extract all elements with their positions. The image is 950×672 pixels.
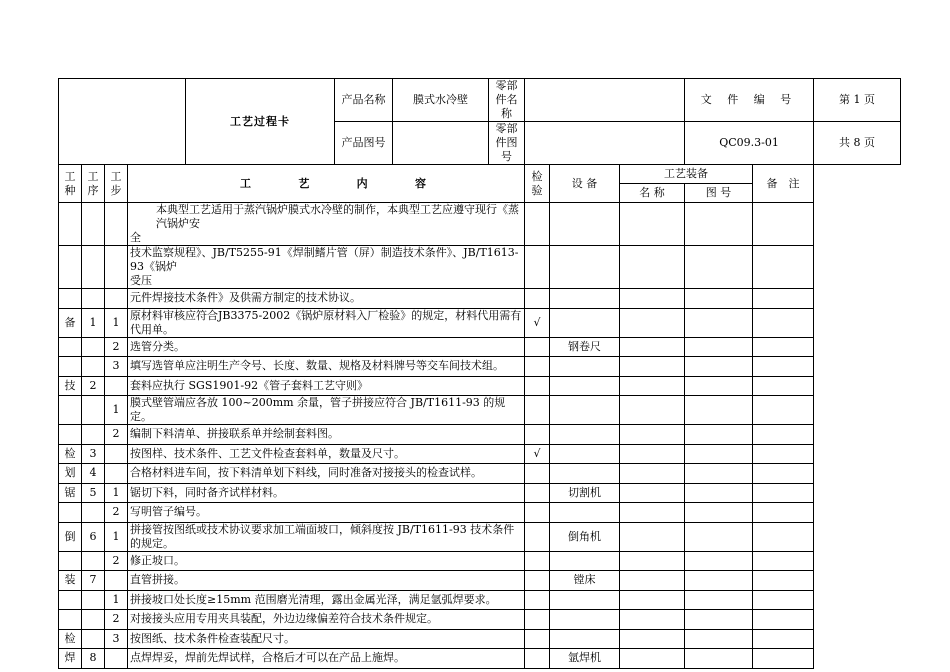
cell-seq [82,357,105,377]
col-type-top: 工 [64,169,76,183]
cell-inspect: √ [525,444,550,464]
cell-seq: 1 [82,308,105,337]
process-card-table [58,78,901,669]
cell-step: 3 [105,629,128,649]
cell-equipment: 切割机 [550,483,620,503]
cell-step [105,246,128,289]
cell-content: 修正坡口。 [128,551,525,571]
cell-equipment: 倒角机 [550,522,620,551]
cell-type [59,246,82,289]
col-inspect-bottom: 验 [531,183,543,197]
col-tooling-header: 工艺装备 [620,165,753,184]
cell-inspect [525,376,550,396]
col-content-header [128,165,525,203]
intro-row [59,203,901,246]
cell-step: 2 [105,503,128,523]
intro-line: 本典型工艺适用于蒸汽锅炉膜式水冷壁的制作，本典型工艺应遵守现行《蒸汽锅炉安 [156,203,519,230]
table-row [59,590,901,610]
cell-step: 1 [105,590,128,610]
cell-tool-name [620,444,685,464]
cell-remarks [753,425,814,445]
cell-equipment [550,357,620,377]
cell-inspect [525,464,550,484]
intro-line-wrap: 全 [130,231,141,244]
cell-seq [82,246,105,289]
cell-type: 技 [59,376,82,396]
cell-remarks [753,246,814,289]
table-row [59,425,901,445]
table-row [59,376,901,396]
cell-step: 3 [105,357,128,377]
cell-tool-drawing [685,571,753,591]
cell-step: 1 [105,522,128,551]
cell-tool-name [620,483,685,503]
cell-remarks [753,289,814,309]
cell-step [105,571,128,591]
cell-remarks [753,337,814,357]
cell-content: 填写选管单应注明生产令号、长度、数量、规格及材料牌号等交车间技术组。 [128,357,525,377]
cell-tool-drawing [685,246,753,289]
cell-equipment [550,203,620,246]
table-row [59,308,901,337]
cell-content: 拼接坡口处长度≥15mm 范围磨光清理，露出金属光泽，满足氩弧焊要求。 [128,590,525,610]
cell-tool-name [620,629,685,649]
cell-content: 拼接管按图纸或技术协议要求加工端面坡口，倾斜度按 JB/T1611-93 技术条件的规定。 [128,522,525,551]
part-name-label: 零部件名称 [489,79,525,122]
header-blank-left [59,79,186,165]
cell-equipment [550,308,620,337]
table-row [59,610,901,630]
col-seq-bottom: 序 [87,183,99,197]
table-row [59,357,901,377]
cell-inspect [525,649,550,669]
col-type-header [59,165,82,203]
cell-inspect [525,357,550,377]
page-number: 第 1 页 [814,79,901,122]
part-drawing-value [525,122,685,165]
cell-seq [82,425,105,445]
cell-tool-name [620,308,685,337]
cell-inspect [525,610,550,630]
total-pages: 共 8 页 [814,122,901,165]
table-row [59,444,901,464]
table-row [59,522,901,551]
cell-type: 划 [59,464,82,484]
cell-step: 1 [105,483,128,503]
cell-content: 对接接头应用专用夹具装配，外边边缘偏差符合技术条件规定。 [128,610,525,630]
cell-content: 锯切下料，同时备齐试样材料。 [128,483,525,503]
cell-tool-name [620,590,685,610]
cell-step: 2 [105,425,128,445]
cell-tool-name [620,357,685,377]
cell-tool-drawing [685,203,753,246]
cell-step: 1 [105,396,128,425]
cell-remarks [753,464,814,484]
cell-content: 编制下料清单、拼接联系单并绘制套料图。 [128,425,525,445]
cell-tool-name [620,289,685,309]
cell-type [59,289,82,309]
cell-content: 套料应执行 SGS1901-92《管子套料工艺守则》 [128,376,525,396]
part-drawing-label: 零部件图号 [489,122,525,165]
cell-equipment [550,464,620,484]
cell-tool-drawing [685,289,753,309]
cell-content: 合格材料进车间，按下料清单划下料线，同时准备对接接头的检查试样。 [128,464,525,484]
cell-seq: 7 [82,571,105,591]
cell-step [105,444,128,464]
cell-tool-name [620,522,685,551]
cell-equipment [550,610,620,630]
cell-seq [82,503,105,523]
content-title-char: 容 [414,176,426,190]
cell-equipment [550,376,620,396]
col-remarks-header: 备 注 [753,165,814,203]
cell-seq [82,289,105,309]
intro-text: 元件焊接技术条件》及供需方制定的技术协议。 [128,289,525,309]
cell-seq [82,203,105,246]
cell-remarks [753,396,814,425]
table-row [59,551,901,571]
cell-type: 备 [59,308,82,337]
cell-tool-name [620,571,685,591]
cell-step [105,289,128,309]
cell-remarks [753,649,814,669]
cell-remarks [753,483,814,503]
cell-inspect [525,203,550,246]
cell-seq: 6 [82,522,105,551]
cell-equipment: 钢卷尺 [550,337,620,357]
col-inspect-header [525,165,550,203]
cell-tool-drawing [685,610,753,630]
cell-type [59,610,82,630]
cell-type [59,551,82,571]
cell-inspect [525,337,550,357]
cell-seq [82,396,105,425]
cell-inspect [525,551,550,571]
cell-equipment [550,444,620,464]
col-seq-header [82,165,105,203]
cell-remarks [753,376,814,396]
cell-content: 点焊焊妥，焊前先焊试样，合格后才可以在产品上施焊。 [128,649,525,669]
cell-step [105,203,128,246]
cell-seq: 4 [82,464,105,484]
table-row [59,571,901,591]
cell-step: 2 [105,551,128,571]
cell-tool-name [620,396,685,425]
cell-remarks [753,308,814,337]
cell-seq: 5 [82,483,105,503]
cell-inspect [525,425,550,445]
cell-remarks [753,357,814,377]
cell-seq [82,629,105,649]
cell-equipment [550,590,620,610]
cell-inspect [525,503,550,523]
intro-row [59,289,901,309]
col-tooling-name: 名 称 [620,184,685,203]
cell-type [59,503,82,523]
cell-content: 按图样、技术条件、工艺文件检查套料单，数量及尺寸。 [128,444,525,464]
cell-equipment: 氩焊机 [550,649,620,669]
cell-inspect: √ [525,308,550,337]
cell-tool-drawing [685,308,753,337]
cell-equipment: 镗床 [550,571,620,591]
col-equipment-header: 设 备 [550,165,620,203]
cell-remarks [753,610,814,630]
cell-inspect [525,629,550,649]
intro-text [128,246,525,289]
col-step-top: 工 [110,169,122,183]
content-title-char: 内 [356,176,368,190]
cell-tool-drawing [685,483,753,503]
cell-tool-name [620,246,685,289]
cell-seq [82,590,105,610]
cell-inspect [525,396,550,425]
cell-seq: 3 [82,444,105,464]
cell-content: 原材料审核应符合JB3375-2002《锅炉原材料入厂检验》的规定，材料代用需有代用单。 [128,308,525,337]
cell-tool-drawing [685,444,753,464]
cell-type [59,337,82,357]
cell-content: 写明管子编号。 [128,503,525,523]
cell-tool-drawing [685,425,753,445]
cell-type: 焊 [59,649,82,669]
cell-tool-name [620,610,685,630]
cell-inspect [525,522,550,551]
cell-type [59,357,82,377]
cell-equipment [550,246,620,289]
cell-content: 按图纸、技术条件检查装配尺寸。 [128,629,525,649]
table-row [59,649,901,669]
cell-tool-name [620,425,685,445]
col-tooling-drawing: 图 号 [685,184,753,203]
cell-step: 1 [105,308,128,337]
col-step-bottom: 步 [110,183,122,197]
doc-number-label: 文 件 编 号 [685,79,814,122]
cell-step: 2 [105,337,128,357]
cell-inspect [525,571,550,591]
cell-tool-name [620,551,685,571]
part-name-value [525,79,685,122]
cell-content: 选管分类。 [128,337,525,357]
cell-inspect [525,483,550,503]
intro-line: 技术监察规程》、JB/T5255-91《焊制鳍片管（屏）制造技术条件》、JB/T1613-93《锅炉 [130,246,519,273]
cell-type [59,396,82,425]
cell-tool-drawing [685,376,753,396]
cell-equipment [550,289,620,309]
cell-equipment [550,551,620,571]
cell-equipment [550,425,620,445]
cell-step [105,649,128,669]
cell-equipment [550,503,620,523]
cell-inspect [525,246,550,289]
cell-content: 直管拼接。 [128,571,525,591]
cell-type [59,590,82,610]
intro-text [128,203,525,246]
cell-step [105,376,128,396]
intro-row [59,246,901,289]
cell-tool-name [620,337,685,357]
cell-tool-name [620,203,685,246]
cell-tool-name [620,503,685,523]
cell-seq: 2 [82,376,105,396]
cell-remarks [753,629,814,649]
product-name-value: 膜式水冷壁 [393,79,489,122]
col-seq-top: 工 [87,169,99,183]
table-row [59,483,901,503]
cell-remarks [753,522,814,551]
cell-tool-drawing [685,503,753,523]
cell-tool-drawing [685,551,753,571]
product-name-label: 产品名称 [335,79,393,122]
cell-tool-name [620,376,685,396]
cell-equipment [550,396,620,425]
content-title-char: 工 [240,176,251,190]
table-row [59,503,901,523]
cell-remarks [753,503,814,523]
cell-seq: 8 [82,649,105,669]
cell-remarks [753,203,814,246]
content-title-char: 艺 [298,176,310,190]
cell-tool-drawing [685,590,753,610]
cell-step: 2 [105,610,128,630]
cell-inspect [525,289,550,309]
cell-type: 倒 [59,522,82,551]
product-drawing-value [393,122,489,165]
cell-equipment [550,629,620,649]
table-row [59,337,901,357]
cell-step [105,464,128,484]
cell-seq [82,610,105,630]
cell-remarks [753,444,814,464]
cell-tool-drawing [685,649,753,669]
col-step-header [105,165,128,203]
col-inspect-top: 检 [531,169,543,183]
table-row [59,396,901,425]
cell-type: 锯 [59,483,82,503]
cell-remarks [753,590,814,610]
card-title: 工艺过程卡 [186,79,335,165]
cell-type: 检 [59,444,82,464]
table-row [59,464,901,484]
cell-tool-name [620,649,685,669]
cell-seq [82,337,105,357]
cell-remarks [753,571,814,591]
cell-remarks [753,551,814,571]
cell-type [59,425,82,445]
cell-tool-name [620,464,685,484]
cell-inspect [525,590,550,610]
cell-tool-drawing [685,396,753,425]
cell-type: 检 [59,629,82,649]
cell-type: 装 [59,571,82,591]
table-row [59,629,901,649]
cell-content: 膜式壁管端应各放 100~200mm 余量，管子拼接应符合 JB/T1611-93 的规定。 [128,396,525,425]
cell-type [59,203,82,246]
cell-tool-drawing [685,337,753,357]
doc-number-value: QC09.3-01 [685,122,814,165]
cell-seq [82,551,105,571]
product-drawing-label: 产品图号 [335,122,393,165]
cell-tool-drawing [685,629,753,649]
intro-line-wrap: 受压 [130,274,152,287]
cell-tool-drawing [685,464,753,484]
cell-tool-drawing [685,357,753,377]
cell-tool-drawing [685,522,753,551]
col-type-bottom: 种 [64,183,76,197]
